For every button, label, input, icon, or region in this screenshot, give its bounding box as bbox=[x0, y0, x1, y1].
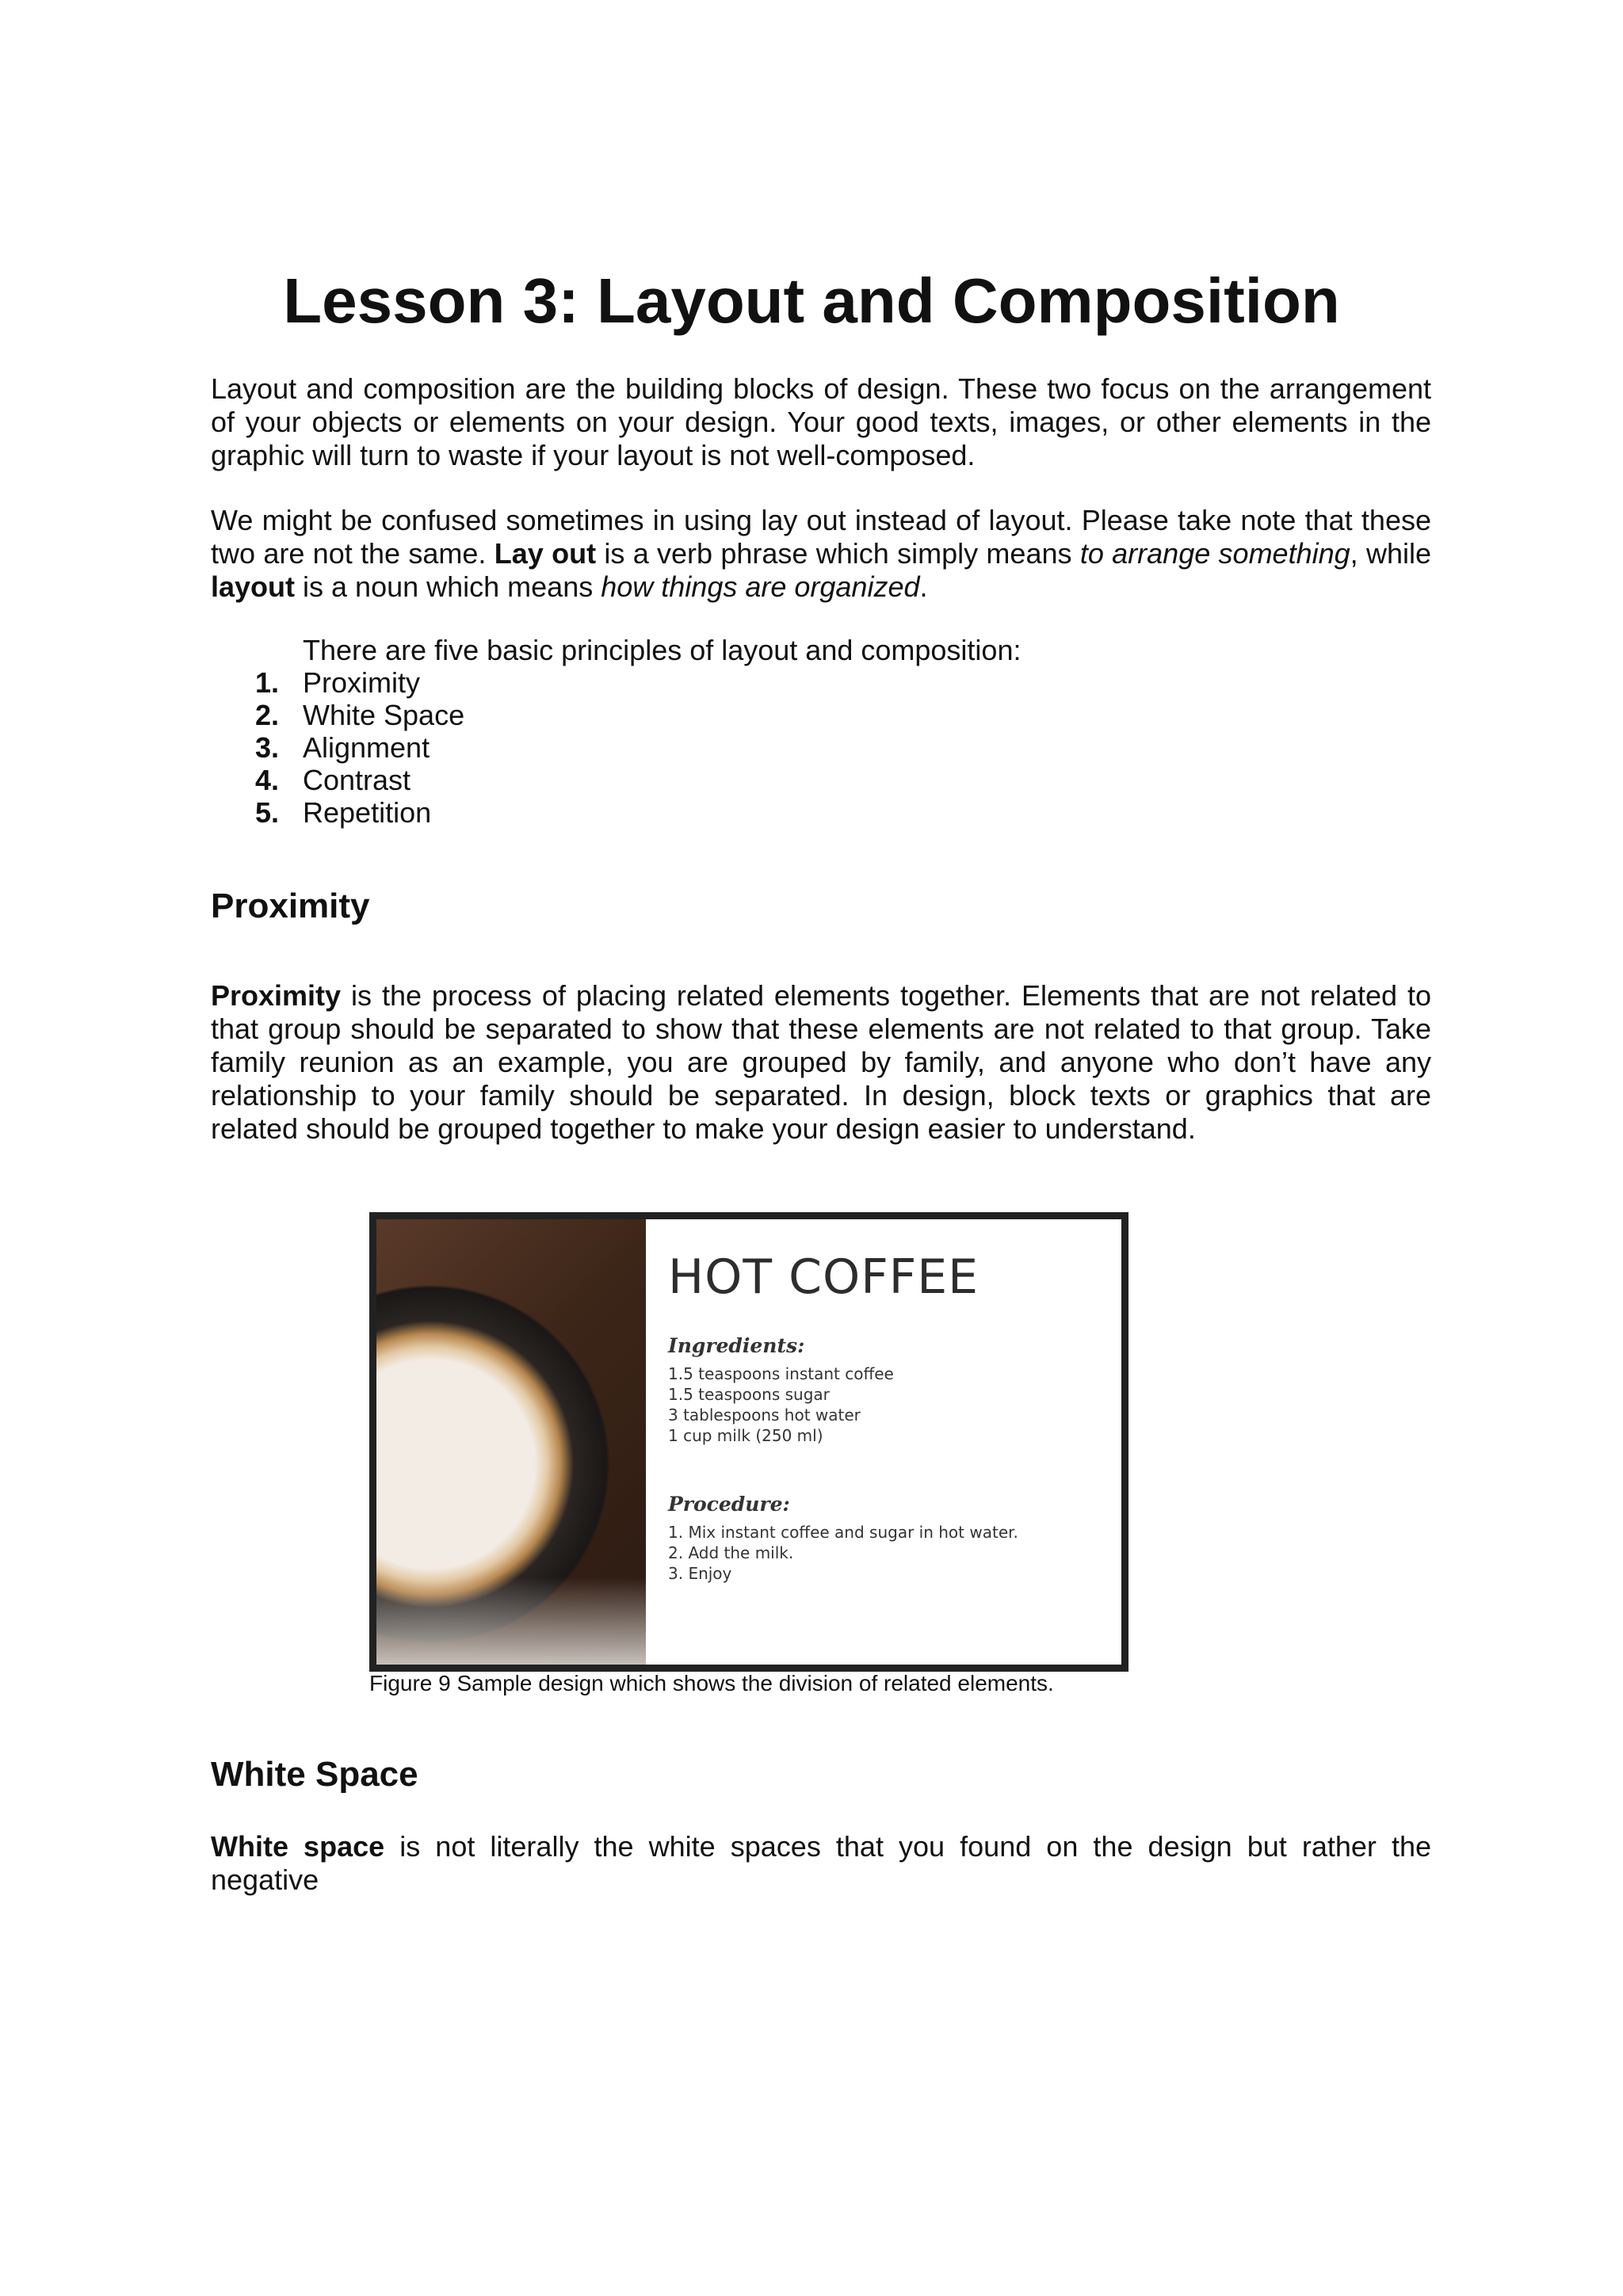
procedure-heading: Procedure: bbox=[668, 1493, 790, 1516]
proximity-paragraph bbox=[211, 979, 1431, 1146]
text-run: We might be confused sometimes in using lay out instead of layout. Please take note that these two are not the same. bbox=[211, 504, 1431, 570]
list-item bbox=[211, 764, 1241, 796]
list-item bbox=[211, 731, 1241, 764]
page-title: Lesson 3: Layout and Composition bbox=[283, 265, 1340, 336]
ingredient-item: 1 cup milk (250 ml) bbox=[668, 1426, 823, 1445]
spacer bbox=[668, 1446, 1121, 1492]
procedure-step: 3. Enjoy bbox=[668, 1564, 732, 1583]
figure-caption: Figure 9 Sample design which shows the division of related elements. bbox=[369, 1671, 1054, 1695]
ingredient-item: 1.5 teaspoons sugar bbox=[668, 1385, 830, 1404]
italic-definition: to arrange something bbox=[1079, 537, 1350, 570]
principles-section bbox=[211, 634, 1241, 829]
list-number: 5. bbox=[255, 796, 280, 829]
ingredient-item: 3 tablespoons hot water bbox=[668, 1405, 861, 1425]
list-item bbox=[211, 796, 1241, 829]
list-label: Alignment bbox=[303, 731, 430, 764]
recipe-card bbox=[646, 1219, 1121, 1665]
principles-intro: There are five basic principles of layout and composition: bbox=[303, 634, 1022, 666]
list-item bbox=[211, 666, 1241, 699]
principles-list bbox=[211, 666, 1241, 829]
bold-term-lay-out: Lay out bbox=[494, 537, 597, 570]
recipe-title: HOT COFFEE bbox=[668, 1249, 980, 1305]
intro-paragraph: Layout and composition are the building blocks of design. These two focus on the arrangement of your objects or elements on your design. Your good texts, images, or other elements in the graphic will turn to waste if your layout is not well-composed. bbox=[211, 372, 1431, 471]
list-number: 2. bbox=[255, 699, 280, 731]
ingredients-heading: Ingredients: bbox=[668, 1334, 805, 1357]
coffee-cup-photo bbox=[376, 1219, 646, 1665]
text-run: is a noun which means bbox=[295, 570, 601, 603]
italic-definition: how things are organized bbox=[601, 570, 920, 603]
bold-term-layout: layout bbox=[211, 570, 296, 603]
bold-term-proximity: Proximity bbox=[211, 979, 342, 1012]
text-run: . bbox=[919, 570, 928, 603]
text-run: is not literally the white spaces that you found on the design but rather the negative bbox=[211, 1830, 1431, 1896]
list-number: 1. bbox=[255, 666, 280, 699]
layout-definition-paragraph bbox=[211, 504, 1431, 604]
proximity-heading: Proximity bbox=[211, 887, 370, 925]
procedure-step: 1. Mix instant coffee and sugar in hot water. bbox=[668, 1523, 1018, 1542]
list-number: 3. bbox=[255, 731, 280, 764]
list-label: White Space bbox=[303, 699, 465, 731]
white-space-paragraph bbox=[211, 1830, 1431, 1897]
text-run: , while bbox=[1350, 537, 1432, 570]
list-number: 4. bbox=[255, 764, 280, 796]
text-run: is the process of placing related elements together. Elements that are not related to that group should be separated to show that these elements are not related to that group. Take family reunion as an example, you are grouped by family, and anyone who don’t have any relationship to your family should be separated. In design, block texts or graphics that are related should be grouped together to make your design easier to understand. bbox=[211, 979, 1431, 1145]
list-item bbox=[211, 699, 1241, 731]
white-space-heading: White Space bbox=[211, 1755, 418, 1794]
bold-term-white-space: White space bbox=[211, 1830, 385, 1863]
ingredient-item: 1.5 teaspoons instant coffee bbox=[668, 1364, 894, 1383]
list-label: Repetition bbox=[303, 796, 432, 829]
list-label: Contrast bbox=[303, 764, 411, 796]
lace-napkin bbox=[376, 1577, 646, 1665]
list-label: Proximity bbox=[303, 666, 421, 699]
procedure-step: 2. Add the milk. bbox=[668, 1543, 794, 1562]
figure-hot-coffee-card bbox=[369, 1212, 1128, 1672]
text-run: is a verb phrase which simply means bbox=[596, 537, 1080, 570]
